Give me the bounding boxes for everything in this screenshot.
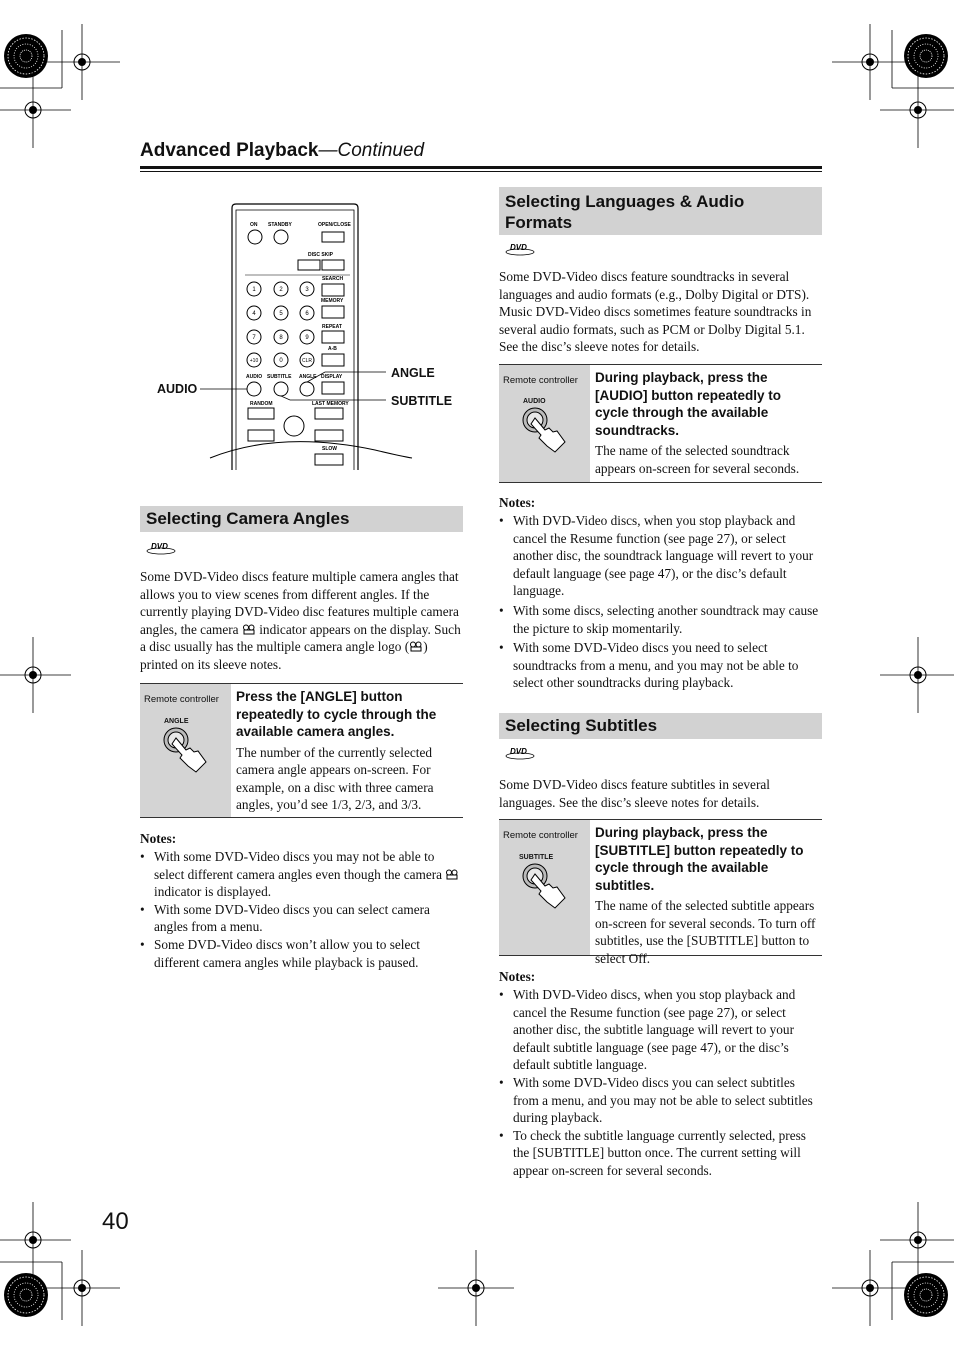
remote-digit-1: 1 — [252, 287, 256, 293]
camera-note-1b: indicator is displayed. — [154, 884, 272, 900]
remote-on-label: ON — [250, 222, 258, 228]
page-number: 40 — [102, 1208, 129, 1235]
audio-notes — [499, 494, 822, 692]
remote-control-illustration — [150, 200, 470, 470]
remote-subtitle-callout: SUBTITLE — [391, 394, 453, 408]
camera-intro-2: indicator appears on the display. Such a disc usually has the multiple camera angle logo ( — [140, 621, 461, 655]
audio-remote-text — [590, 365, 822, 482]
camera-indicator-icon — [445, 869, 459, 880]
camera-notes-list — [140, 848, 463, 971]
subtitles-notes-list — [499, 986, 822, 1180]
dvd-icon — [505, 745, 535, 761]
remote-digit-8: 8 — [279, 335, 283, 341]
list-item: • Some DVD-Video discs won’t allow you to select different camera angles while playback is paused. — [140, 936, 463, 971]
remote-memory-label: MEMORY — [321, 298, 344, 304]
remote-audio-callout: AUDIO — [157, 382, 198, 396]
press-button-hand-icon — [519, 406, 569, 456]
header-rule-thin — [140, 171, 822, 172]
header-title: Advanced Playback — [140, 140, 319, 161]
dvd-icon-text: DVD — [510, 747, 527, 756]
subtitles-remote-button-label: SUBTITLE — [519, 854, 554, 861]
remote-digit-2: 2 — [279, 287, 283, 293]
camera-instruction: Press the [ANGLE] button repeatedly to cycle through the available camera angles. — [236, 689, 437, 739]
subtitles-remote-text — [590, 820, 822, 966]
audio-remote-panel — [499, 365, 590, 482]
dvd-icon — [146, 540, 176, 556]
audio-dvd-logo — [505, 241, 535, 262]
remote-discskip-label: DISC SKIP — [308, 252, 334, 258]
remote-slow-label: SLOW — [322, 446, 337, 452]
press-button-hand-icon — [519, 862, 569, 912]
list-item — [140, 848, 463, 901]
remote-plus10: +10 — [249, 358, 259, 364]
camera-intro-3: ) printed on its sleeve notes. — [140, 639, 428, 672]
audio-instruction: During playback, press the [AUDIO] button repeatedly to cycle through the available soundtracks. — [595, 370, 781, 438]
list-item: • With some DVD-Video discs you need to select soundtracks from a menu, and you may not be able to select other soundtracks during playback. — [499, 639, 822, 692]
subtitles-remote-panel — [499, 820, 590, 955]
list-item: • With some DVD-Video discs you can select subtitles from a menu, and you may not be able to select subtitles during playback. — [499, 1074, 822, 1127]
remote-search-label: SEARCH — [322, 276, 344, 282]
audio-notes-list — [499, 512, 822, 692]
remote-digit-5: 5 — [279, 311, 283, 317]
remote-digit-7: 7 — [252, 335, 256, 341]
dvd-icon — [505, 241, 535, 257]
remote-audio-btn-label: AUDIO — [246, 374, 263, 380]
remote-angle-btn-label: ANGLE — [299, 374, 317, 380]
remote-subtitle-btn-label: SUBTITLE — [267, 374, 292, 380]
dvd-icon-text: DVD — [151, 542, 168, 551]
audio-remote-box — [499, 364, 822, 483]
subtitles-dvd-logo — [505, 745, 535, 766]
camera-intro-1: Some DVD-Video discs feature multiple camera angles that allows you to view scenes from different angles. If the currently playing DVD-Video disc features multiple camera angles, the camera — [140, 569, 459, 637]
subtitles-section-heading: Selecting Subtitles — [499, 713, 822, 739]
camera-remote-label: Remote controller — [144, 694, 219, 705]
header-continued: —Continued — [318, 140, 425, 161]
audio-remote-button-label: AUDIO — [523, 398, 546, 405]
subtitles-remote-box — [499, 819, 822, 966]
remote-openclose-label: OPEN/CLOSE — [318, 222, 351, 228]
camera-dvd-logo — [146, 540, 176, 561]
remote-angle-callout: ANGLE — [391, 366, 435, 380]
remote-clr: CLR — [301, 358, 313, 364]
remote-ab-label: A-B — [328, 346, 337, 352]
remote-digit-4: 4 — [252, 311, 256, 317]
camera-remote-button-label: ANGLE — [164, 718, 189, 725]
subtitles-description: The name of the selected subtitle appears on-screen for several seconds. To turn off subtitles, use the [SUBTITLE] button to select Off. — [595, 898, 816, 966]
subtitles-notes-title: Notes: — [499, 969, 536, 984]
audio-intro: Some DVD-Video discs feature soundtracks in several languages and audio formats (e.g., Dolby Digital or DTS). Music DVD-Video discs sometimes feature soundtracks in several audio formats, such as PCM or Dolby Digital 5.1. See the disc’s sleeve notes for details. — [499, 269, 812, 355]
audio-section-heading: Selecting Languages & Audio Formats — [499, 187, 822, 235]
camera-remote-panel — [140, 684, 231, 817]
remote-display-label: DISPLAY — [321, 374, 343, 380]
press-button-hand-icon — [160, 726, 210, 776]
multi-angle-logo-icon — [409, 641, 423, 652]
audio-notes-title: Notes: — [499, 495, 536, 510]
remote-digit-6: 6 — [305, 311, 309, 317]
list-item: • With some discs, selecting another soundtrack may cause the picture to skip momentarily. — [499, 602, 822, 637]
camera-notes-title: Notes: — [140, 831, 177, 846]
camera-remote-box — [140, 683, 463, 818]
camera-section-heading: Selecting Camera Angles — [140, 506, 463, 532]
list-item: • With DVD-Video discs, when you stop playback and cancel the Resume function (see page 27), or select another disc, the subtitle language will revert to your default subtitle language (see page 47), or the disc’s default subtitle language. — [499, 986, 822, 1074]
camera-remote-text — [231, 684, 463, 817]
subtitles-remote-label: Remote controller — [503, 830, 578, 841]
dvd-icon-text: DVD — [510, 243, 527, 252]
camera-description: The number of the currently selected camera angle appears on-screen. For example, on a disc with three camera angles, you’d see 1/3, 2/3, and 3/3. — [236, 744, 434, 813]
list-item: • With DVD-Video discs, when you stop playback and cancel the Resume function (see page 27), or select another disc, the soundtrack language will revert to your default language (see page 47), or the disc’s default language. — [499, 512, 822, 600]
remote-standby-label: STANDBY — [268, 222, 292, 228]
audio-description: The name of the selected soundtrack appears on-screen for several seconds. — [595, 443, 800, 476]
camera-note-1a: With some DVD-Video discs you may not be able to select different camera angles even though the camera — [154, 849, 443, 882]
remote-digit-9: 9 — [305, 335, 309, 341]
list-item: • With some DVD-Video discs you can select camera angles from a menu. — [140, 901, 463, 936]
audio-remote-label: Remote controller — [503, 375, 578, 386]
remote-digit-0: 0 — [279, 358, 283, 364]
subtitles-notes — [499, 968, 822, 1180]
remote-repeat-label: REPEAT — [322, 324, 342, 330]
remote-random-label: RANDOM — [250, 401, 273, 407]
remote-digit-3: 3 — [305, 287, 309, 293]
subtitles-instruction: During playback, press the [SUBTITLE] button repeatedly to cycle through the available subtitles. — [595, 825, 804, 893]
header-rule — [140, 166, 822, 169]
camera-indicator-icon — [242, 624, 256, 635]
camera-intro — [140, 568, 463, 674]
list-item: • To check the subtitle language currently selected, press the [SUBTITLE] button once. The current setting will appear on-screen for several seconds. — [499, 1127, 822, 1180]
subtitles-intro: Some DVD-Video discs feature subtitles in several languages. See the disc’s sleeve notes for details. — [499, 777, 770, 810]
remote-lastmemory-label: LAST MEMORY — [312, 401, 349, 407]
camera-notes — [140, 830, 463, 971]
